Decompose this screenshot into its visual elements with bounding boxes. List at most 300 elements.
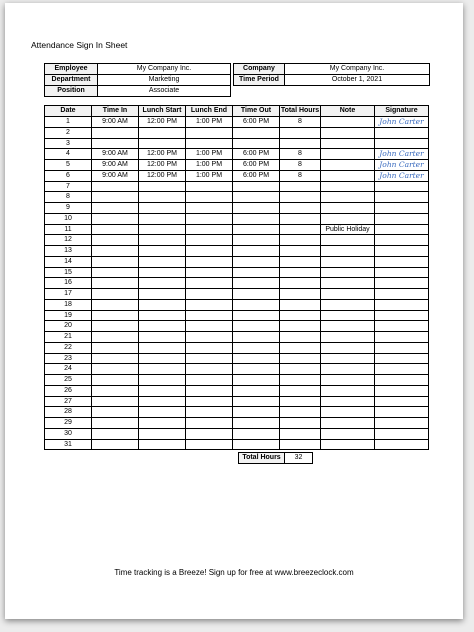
col-header-time-in: Time In (92, 106, 139, 117)
time-out-cell: 6:00 PM (233, 160, 280, 171)
table-row (45, 235, 429, 246)
signature-cell (375, 235, 429, 246)
note-cell (321, 160, 375, 171)
note-cell (321, 428, 375, 439)
note-cell (321, 149, 375, 160)
signature-cell (375, 203, 429, 214)
table-row (45, 127, 429, 138)
total-hours-cell (280, 138, 321, 149)
date-cell: 12 (45, 235, 92, 246)
lunch-start-cell (139, 385, 186, 396)
col-header-note: Note (321, 106, 375, 117)
signature-cell (375, 246, 429, 257)
time-out-cell (233, 428, 280, 439)
company-label: Company (234, 64, 285, 75)
lunch-end-cell (186, 375, 233, 386)
table-row (45, 310, 429, 321)
time-out-cell (233, 396, 280, 407)
time-out-cell (233, 127, 280, 138)
note-cell (321, 117, 375, 128)
note-cell (321, 289, 375, 300)
lunch-end-cell (186, 310, 233, 321)
lunch-end-cell (186, 138, 233, 149)
lunch-end-cell (186, 224, 233, 235)
time-in-cell (92, 267, 139, 278)
date-cell: 3 (45, 138, 92, 149)
signature-cell (375, 364, 429, 375)
note-cell (321, 138, 375, 149)
lunch-end-cell (186, 256, 233, 267)
date-cell: 2 (45, 127, 92, 138)
note-cell (321, 127, 375, 138)
signature-cell (375, 321, 429, 332)
lunch-start-cell (139, 192, 186, 203)
note-cell (321, 321, 375, 332)
time-in-cell (92, 342, 139, 353)
time-in-cell (92, 364, 139, 375)
signature-cell (375, 224, 429, 235)
lunch-end-cell (186, 385, 233, 396)
lunch-end-cell (186, 278, 233, 289)
lunch-start-cell (139, 299, 186, 310)
note-cell (321, 213, 375, 224)
total-hours-cell (280, 321, 321, 332)
time-out-cell: 6:00 PM (233, 149, 280, 160)
note-cell (321, 353, 375, 364)
time-out-cell (233, 353, 280, 364)
lunch-end-cell (186, 396, 233, 407)
table-row (45, 267, 429, 278)
lunch-start-cell (139, 267, 186, 278)
time-in-cell (92, 127, 139, 138)
total-hours-cell (280, 375, 321, 386)
total-hours-cell (280, 418, 321, 429)
table-row (45, 342, 429, 353)
time-in-cell (92, 192, 139, 203)
total-hours-cell: 8 (280, 117, 321, 128)
table-row (45, 439, 429, 450)
lunch-start-cell (139, 428, 186, 439)
time-in-cell: 9:00 AM (92, 160, 139, 171)
total-hours-cell (280, 299, 321, 310)
col-header-signature: Signature (375, 106, 429, 117)
total-hours-cell (280, 439, 321, 450)
table-row (45, 375, 429, 386)
total-hours-cell (280, 332, 321, 343)
lunch-start-cell (139, 332, 186, 343)
date-cell: 6 (45, 170, 92, 181)
lunch-end-cell (186, 127, 233, 138)
note-cell (321, 181, 375, 192)
date-cell: 28 (45, 407, 92, 418)
note-cell (321, 310, 375, 321)
table-row (45, 203, 429, 214)
department-label: Department (45, 75, 98, 86)
total-hours-cell (280, 235, 321, 246)
date-cell: 21 (45, 332, 92, 343)
lunch-start-cell (139, 213, 186, 224)
time-out-cell (233, 267, 280, 278)
table-row (45, 138, 429, 149)
signature-cell (375, 439, 429, 450)
time-out-cell: 6:00 PM (233, 117, 280, 128)
signature-cell: John Carter (375, 170, 429, 181)
time-in-cell (92, 289, 139, 300)
note-cell (321, 203, 375, 214)
total-hours-table (238, 452, 313, 464)
lunch-start-cell (139, 289, 186, 300)
date-cell: 13 (45, 246, 92, 257)
employee-label: Employee (45, 64, 98, 75)
time-out-cell (233, 203, 280, 214)
time-in-cell (92, 321, 139, 332)
lunch-start-cell (139, 181, 186, 192)
lunch-start-cell (139, 235, 186, 246)
time-out-cell (233, 310, 280, 321)
position-label: Position (45, 86, 98, 97)
table-row (45, 332, 429, 343)
total-hours-cell: 8 (280, 149, 321, 160)
time-in-cell (92, 299, 139, 310)
date-cell: 17 (45, 289, 92, 300)
lunch-start-cell (139, 256, 186, 267)
lunch-end-cell: 1:00 PM (186, 160, 233, 171)
table-row (45, 428, 429, 439)
time-in-cell (92, 181, 139, 192)
table-row (45, 170, 429, 181)
note-cell (321, 299, 375, 310)
note-cell (321, 246, 375, 257)
time-out-cell (233, 407, 280, 418)
lunch-start-cell (139, 353, 186, 364)
lunch-end-cell (186, 203, 233, 214)
signature-cell (375, 396, 429, 407)
info-row (234, 64, 430, 75)
lunch-start-cell (139, 342, 186, 353)
signature-cell: John Carter (375, 160, 429, 171)
note-cell (321, 385, 375, 396)
lunch-end-cell: 1:00 PM (186, 149, 233, 160)
signature-cell (375, 127, 429, 138)
date-cell: 9 (45, 203, 92, 214)
time-in-cell (92, 439, 139, 450)
time-period-label: Time Period (234, 75, 285, 86)
lunch-start-cell (139, 310, 186, 321)
position-value: Associate (98, 86, 231, 97)
time-in-cell (92, 353, 139, 364)
employee-value: My Company Inc. (98, 64, 231, 75)
total-hours-label: Total Hours (239, 453, 285, 464)
date-cell: 16 (45, 278, 92, 289)
lunch-start-cell (139, 278, 186, 289)
total-hours-cell (280, 342, 321, 353)
info-row (234, 75, 430, 86)
total-hours-cell (280, 203, 321, 214)
lunch-end-cell (186, 235, 233, 246)
lunch-end-cell (186, 267, 233, 278)
total-hours-cell (280, 127, 321, 138)
time-out-cell (233, 278, 280, 289)
time-in-cell (92, 310, 139, 321)
lunch-start-cell (139, 375, 186, 386)
footer-text: Time tracking is a Breeze! Sign up for free at www.breezeclock.com (114, 568, 354, 577)
date-cell: 30 (45, 428, 92, 439)
total-hours-cell (280, 407, 321, 418)
time-out-cell (233, 213, 280, 224)
table-row (45, 418, 429, 429)
total-hours-cell (280, 192, 321, 203)
header-row (45, 106, 429, 117)
date-cell: 7 (45, 181, 92, 192)
time-out-cell (233, 192, 280, 203)
col-header-lunch-start: Lunch Start (139, 106, 186, 117)
note-cell (321, 407, 375, 418)
table-row (45, 213, 429, 224)
lunch-end-cell (186, 364, 233, 375)
note-cell (321, 396, 375, 407)
lunch-start-cell (139, 138, 186, 149)
lunch-end-cell: 1:00 PM (186, 170, 233, 181)
date-cell: 5 (45, 160, 92, 171)
time-in-cell (92, 407, 139, 418)
total-hours-value: 32 (285, 453, 313, 464)
time-out-cell (233, 375, 280, 386)
note-cell (321, 418, 375, 429)
lunch-end-cell (186, 407, 233, 418)
lunch-start-cell (139, 321, 186, 332)
lunch-end-cell: 1:00 PM (186, 117, 233, 128)
table-row (45, 256, 429, 267)
time-in-cell (92, 224, 139, 235)
table-row (45, 299, 429, 310)
table-row (45, 117, 429, 128)
signature-cell: John Carter (375, 149, 429, 160)
signature-cell (375, 407, 429, 418)
table-row (45, 160, 429, 171)
total-hours-cell (280, 364, 321, 375)
time-out-cell (233, 235, 280, 246)
time-out-cell (233, 224, 280, 235)
lunch-start-cell: 12:00 PM (139, 117, 186, 128)
info-row (45, 64, 231, 75)
signature-cell (375, 310, 429, 321)
lunch-end-cell (186, 439, 233, 450)
note-cell (321, 235, 375, 246)
employee-info-table (44, 63, 231, 97)
date-cell: 22 (45, 342, 92, 353)
total-hours-cell (280, 396, 321, 407)
lunch-start-cell (139, 127, 186, 138)
lunch-end-cell (186, 181, 233, 192)
lunch-end-cell (186, 428, 233, 439)
table-row (45, 181, 429, 192)
time-out-cell: 6:00 PM (233, 170, 280, 181)
total-hours-cell (280, 181, 321, 192)
total-hours-cell (280, 246, 321, 257)
col-header-lunch-end: Lunch End (186, 106, 233, 117)
date-cell: 27 (45, 396, 92, 407)
lunch-end-cell (186, 418, 233, 429)
time-out-cell (233, 342, 280, 353)
lunch-start-cell (139, 439, 186, 450)
time-in-cell (92, 428, 139, 439)
date-cell: 4 (45, 149, 92, 160)
table-row (45, 289, 429, 300)
time-out-cell (233, 289, 280, 300)
signature-cell (375, 138, 429, 149)
time-out-cell (233, 138, 280, 149)
date-cell: 26 (45, 385, 92, 396)
lunch-start-cell: 12:00 PM (139, 149, 186, 160)
signature-cell (375, 299, 429, 310)
lunch-end-cell (186, 321, 233, 332)
table-row (45, 396, 429, 407)
company-info-table (233, 63, 430, 86)
table-row (45, 364, 429, 375)
company-value: My Company Inc. (285, 64, 430, 75)
time-in-cell (92, 213, 139, 224)
table-row (45, 278, 429, 289)
info-row (45, 75, 231, 86)
time-in-cell: 9:00 AM (92, 170, 139, 181)
lunch-start-cell (139, 418, 186, 429)
date-cell: 23 (45, 353, 92, 364)
lunch-end-cell (186, 299, 233, 310)
time-out-cell (233, 299, 280, 310)
total-hours-cell (280, 385, 321, 396)
note-cell: Public Holiday (321, 224, 375, 235)
time-out-cell (233, 246, 280, 257)
time-in-cell (92, 418, 139, 429)
lunch-start-cell: 12:00 PM (139, 170, 186, 181)
signature-cell (375, 385, 429, 396)
signature-cell (375, 342, 429, 353)
total-hours-cell (280, 213, 321, 224)
table-row (45, 149, 429, 160)
col-header-date: Date (45, 106, 92, 117)
signature-cell (375, 375, 429, 386)
signature-cell (375, 278, 429, 289)
time-in-cell (92, 203, 139, 214)
date-cell: 25 (45, 375, 92, 386)
time-in-cell: 9:00 AM (92, 149, 139, 160)
date-cell: 24 (45, 364, 92, 375)
time-out-cell (233, 321, 280, 332)
total-row (239, 453, 313, 464)
total-hours-cell (280, 278, 321, 289)
attendance-rows (45, 117, 429, 450)
time-out-cell (233, 332, 280, 343)
lunch-start-cell (139, 246, 186, 257)
signature-cell (375, 418, 429, 429)
info-row (45, 86, 231, 97)
note-cell (321, 192, 375, 203)
signature-cell (375, 428, 429, 439)
signature-cell (375, 353, 429, 364)
total-hours-cell (280, 256, 321, 267)
time-out-cell (233, 418, 280, 429)
total-hours-cell (280, 353, 321, 364)
date-cell: 11 (45, 224, 92, 235)
date-cell: 1 (45, 117, 92, 128)
note-cell (321, 332, 375, 343)
note-cell (321, 375, 375, 386)
lunch-start-cell (139, 396, 186, 407)
table-row (45, 321, 429, 332)
signature-cell (375, 256, 429, 267)
lunch-end-cell (186, 213, 233, 224)
total-hours-cell (280, 428, 321, 439)
document-page (5, 3, 463, 619)
table-row (45, 224, 429, 235)
signature-cell (375, 332, 429, 343)
note-cell (321, 364, 375, 375)
table-row (45, 407, 429, 418)
col-header-time-out: Time Out (233, 106, 280, 117)
time-in-cell (92, 385, 139, 396)
note-cell (321, 342, 375, 353)
note-cell (321, 170, 375, 181)
time-out-cell (233, 385, 280, 396)
time-in-cell (92, 396, 139, 407)
lunch-start-cell: 12:00 PM (139, 160, 186, 171)
department-value: Marketing (98, 75, 231, 86)
page-title: Attendance Sign In Sheet (31, 40, 128, 50)
time-out-cell (233, 439, 280, 450)
lunch-end-cell (186, 353, 233, 364)
signature-cell (375, 213, 429, 224)
time-in-cell: 9:00 AM (92, 117, 139, 128)
time-in-cell (92, 235, 139, 246)
note-cell (321, 256, 375, 267)
time-in-cell (92, 278, 139, 289)
lunch-start-cell (139, 203, 186, 214)
total-hours-cell: 8 (280, 160, 321, 171)
total-hours-cell (280, 224, 321, 235)
note-cell (321, 278, 375, 289)
time-in-cell (92, 332, 139, 343)
date-cell: 31 (45, 439, 92, 450)
total-hours-cell: 8 (280, 170, 321, 181)
date-cell: 10 (45, 213, 92, 224)
signature-cell (375, 289, 429, 300)
total-hours-cell (280, 310, 321, 321)
time-out-cell (233, 256, 280, 267)
lunch-end-cell (186, 246, 233, 257)
time-period-value: October 1, 2021 (285, 75, 430, 86)
time-in-cell (92, 246, 139, 257)
lunch-end-cell (186, 342, 233, 353)
total-hours-cell (280, 289, 321, 300)
signature-cell: John Carter (375, 117, 429, 128)
table-row (45, 353, 429, 364)
date-cell: 14 (45, 256, 92, 267)
lunch-end-cell (186, 192, 233, 203)
date-cell: 8 (45, 192, 92, 203)
signature-cell (375, 267, 429, 278)
time-in-cell (92, 256, 139, 267)
note-cell (321, 439, 375, 450)
date-cell: 18 (45, 299, 92, 310)
lunch-start-cell (139, 407, 186, 418)
date-cell: 15 (45, 267, 92, 278)
col-header-total-hours: Total Hours (280, 106, 321, 117)
lunch-start-cell (139, 224, 186, 235)
signature-cell (375, 181, 429, 192)
time-in-cell (92, 138, 139, 149)
time-out-cell (233, 364, 280, 375)
date-cell: 20 (45, 321, 92, 332)
